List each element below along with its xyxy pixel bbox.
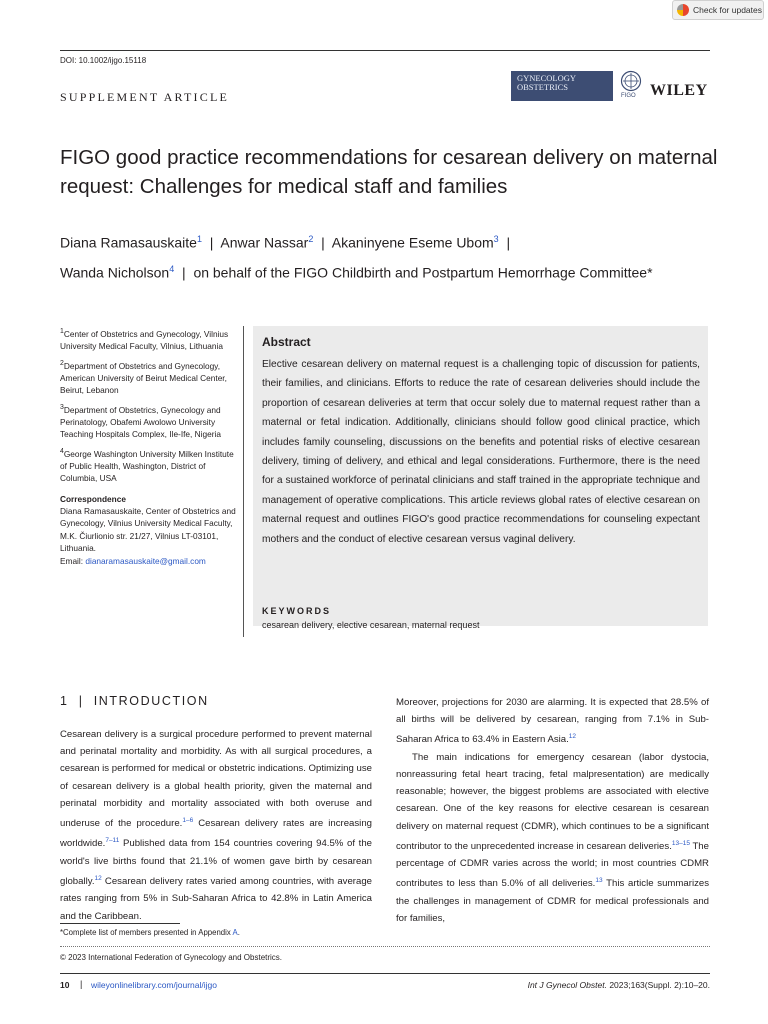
correspondence-text: Diana Ramasauskaite, Center of Obstetrics and Gynecology, Vilnius University Medical Faculty, M.K. Čiurlionio str. 21/27, Vilnius LT-03101, Lithuania. xyxy=(60,505,236,554)
author-name: Anwar Nassar xyxy=(220,234,309,251)
author-list: Diana Ramasauskaite$^1$ | Anwar Nassar$^2$ | Akaninyene Eseme Ubom$^3$ | Wanda Nicholson$^4$ | on behalf of the FIGO Childbirth and Postpartum Hemorrhage Committee* xyxy=(60,234,653,281)
author-affil-ref[interactable]: 4 xyxy=(169,263,175,274)
body-paragraph: Cesarean delivery is a surgical procedure performed to prevent maternal and perinatal mortality and morbidity. As with all surgical procedures, a cesarean is performed for medical or obstetric indications. Optimizing use of cesarean delivery is a global health priority, given the maternal and perinatal morbidity and mortality associated with both overuse and underuse of the procedure.$^{1-6}$ Cesarean delivery rates are increasing worldwide.$^{7-11}$ Published data from 154 countries covering 94.5% of the world's live births found that 21.1% of women gave birth by cesarean globally.$^{12}$ Cesarean delivery rates varied among countries, with average rates ranging from 5% in Sub-Saharan Africa to 42.8% in Latin America and the Caribbean. xyxy=(60,729,372,922)
footnote: *Complete list of members presented in Appendix A. xyxy=(60,928,240,937)
correspondence-heading: Correspondence xyxy=(60,493,126,504)
body-paragraph: The main indications for emergency cesarean (labor dystocia, nonreassuring fetal heart tracing, fetal malpresentation) are medically reasonable; however, the biggest problems are associated with elective cesarean. One of the key reasons for elective cesarean is cesarean delivery on maternal request (CDMR), which continues to be a significant contributor to the unprecedented increase in cesarean deliveries.$^{13-15}$ The percentage of CDMR varies across the world; in most countries CDMR contributes to less than 5.0% of all deliveries.$^{13}$ This article summarizes the challenges in management of CDMR for medical professionals and for families, xyxy=(396,751,709,924)
affiliations xyxy=(60,326,238,567)
citation-ref[interactable]: 7–11 xyxy=(105,837,120,845)
appendix-link[interactable]: A xyxy=(232,928,238,937)
footnote-rule xyxy=(60,923,180,924)
author-name: Akaninyene Eseme Ubom xyxy=(331,234,494,251)
authors-suffix: on behalf of the FIGO Childbirth and Postpartum Hemorrhage Committee* xyxy=(193,264,653,281)
affiliation: $^1$Center of Obstetrics and Gynecology, Vilnius University Medical Faculty, Vilnius, Lithuania xyxy=(60,328,229,352)
journal-citation: Int J Gynecol Obstet. 2023;163(Suppl. 2):10–20. xyxy=(527,980,710,990)
copyright: © 2023 International Federation of Gynecology and Obstetrics. xyxy=(60,953,283,962)
citation-ref[interactable]: 12 xyxy=(94,875,102,882)
email-link[interactable]: dianaramasauskaite@gmail.com xyxy=(85,555,206,566)
keywords-heading: KEYWORDS xyxy=(262,606,332,616)
journal-logo-line1: GYNECOLOGY xyxy=(517,73,577,83)
footer-rule xyxy=(60,973,710,974)
figo-label: FIGO xyxy=(621,93,636,99)
body-column-left xyxy=(60,726,372,925)
citation-ref[interactable]: 12 xyxy=(568,733,577,741)
author-affil-ref[interactable]: 1 xyxy=(196,234,202,244)
footer-separator: | xyxy=(80,979,83,989)
correspondence-email-line: Email: dianaramasauskaite@gmail.com xyxy=(60,555,206,566)
header-rule xyxy=(60,50,710,51)
author-name: Diana Ramasauskaite xyxy=(60,234,197,251)
author-name: Wanda Nicholson xyxy=(60,264,170,281)
affiliation: $^4$George Washington University Milken Institute of Public Health, Washington, District of Columbia, USA xyxy=(60,447,234,484)
abstract-text: Elective cesarean delivery on maternal request is a challenging topic of discussion for patients, their families, and clinicians. Efforts to reduce the rate of cesarean deliveries should include the proportion of cesarean deliveries at term that occur solely due to maternal request rather than a maternal or fetal indication. Additionally, clinicians should follow good clinical practice, which includes family counseling, discussions on the benefits and potential risks of elective cesarean delivery, timing of delivery, and ethical and legal considerations. Furthermore, there is the need for a sustained workforce of perinatal clinicians and staff trained in the appropriate technique and management of operative complications. This article reviews global rates of elective cesarean on maternal request and outlines FIGO's good practice recommendations for counseling expectant mothers and the conduct of elective cesarean versus vaginal delivery. xyxy=(262,359,700,545)
journal-logo xyxy=(511,71,613,101)
column-divider xyxy=(243,326,244,637)
check-for-updates-button[interactable] xyxy=(672,0,764,20)
journal-logo-line2: OBSTETRICS xyxy=(517,82,569,92)
article-type: SUPPLEMENT ARTICLE xyxy=(60,90,230,104)
affiliation: $^3$Department of Obstetrics, Gynecology and Perinatology, Obafemi Awolowo University Teaching Hospitals Complex, Ile-Ife, Nigeria xyxy=(60,403,221,440)
citation-ref[interactable]: 13 xyxy=(595,877,603,885)
figo-emblem-icon xyxy=(620,70,642,94)
publisher-logo: WILEY xyxy=(650,82,708,99)
author-affil-ref[interactable]: 2 xyxy=(308,234,314,244)
section-heading: 1 | INTRODUCTION xyxy=(60,694,209,708)
journal-url-link[interactable]: wileyonlinelibrary.com/journal/ijgo xyxy=(91,980,217,990)
citation-ref[interactable]: 13–15 xyxy=(671,839,690,847)
citation-ref[interactable]: 1–6 xyxy=(182,817,194,825)
body-paragraph: Moreover, projections for 2030 are alarming. It is expected that 28.5% of all births will be delivered by cesarean, ranging from 7.1% in Sub-Saharan Africa to 63.4% in Eastern Asia.$^{12}$ xyxy=(396,697,709,746)
author-affil-ref[interactable]: 3 xyxy=(493,234,499,244)
dotted-rule xyxy=(60,946,710,947)
article-title: FIGO good practice recommendations for cesarean delivery on maternal request: Challenges for medical staff and families xyxy=(60,146,718,198)
abstract-heading: Abstract xyxy=(262,335,311,349)
keywords-text: cesarean delivery, elective cesarean, maternal request xyxy=(262,620,480,630)
doi[interactable]: DOI: 10.1002/ijgo.15118 xyxy=(60,56,147,65)
check-for-updates-label: Check for updates xyxy=(693,5,762,15)
crossmark-icon xyxy=(677,4,689,16)
affiliation: $^2$Department of Obstetrics and Gynecology, American University of Beirut Medical Center, Beirut, Lebanon xyxy=(60,359,227,396)
body-column-right xyxy=(396,694,709,927)
page-number: 10 xyxy=(60,980,70,990)
